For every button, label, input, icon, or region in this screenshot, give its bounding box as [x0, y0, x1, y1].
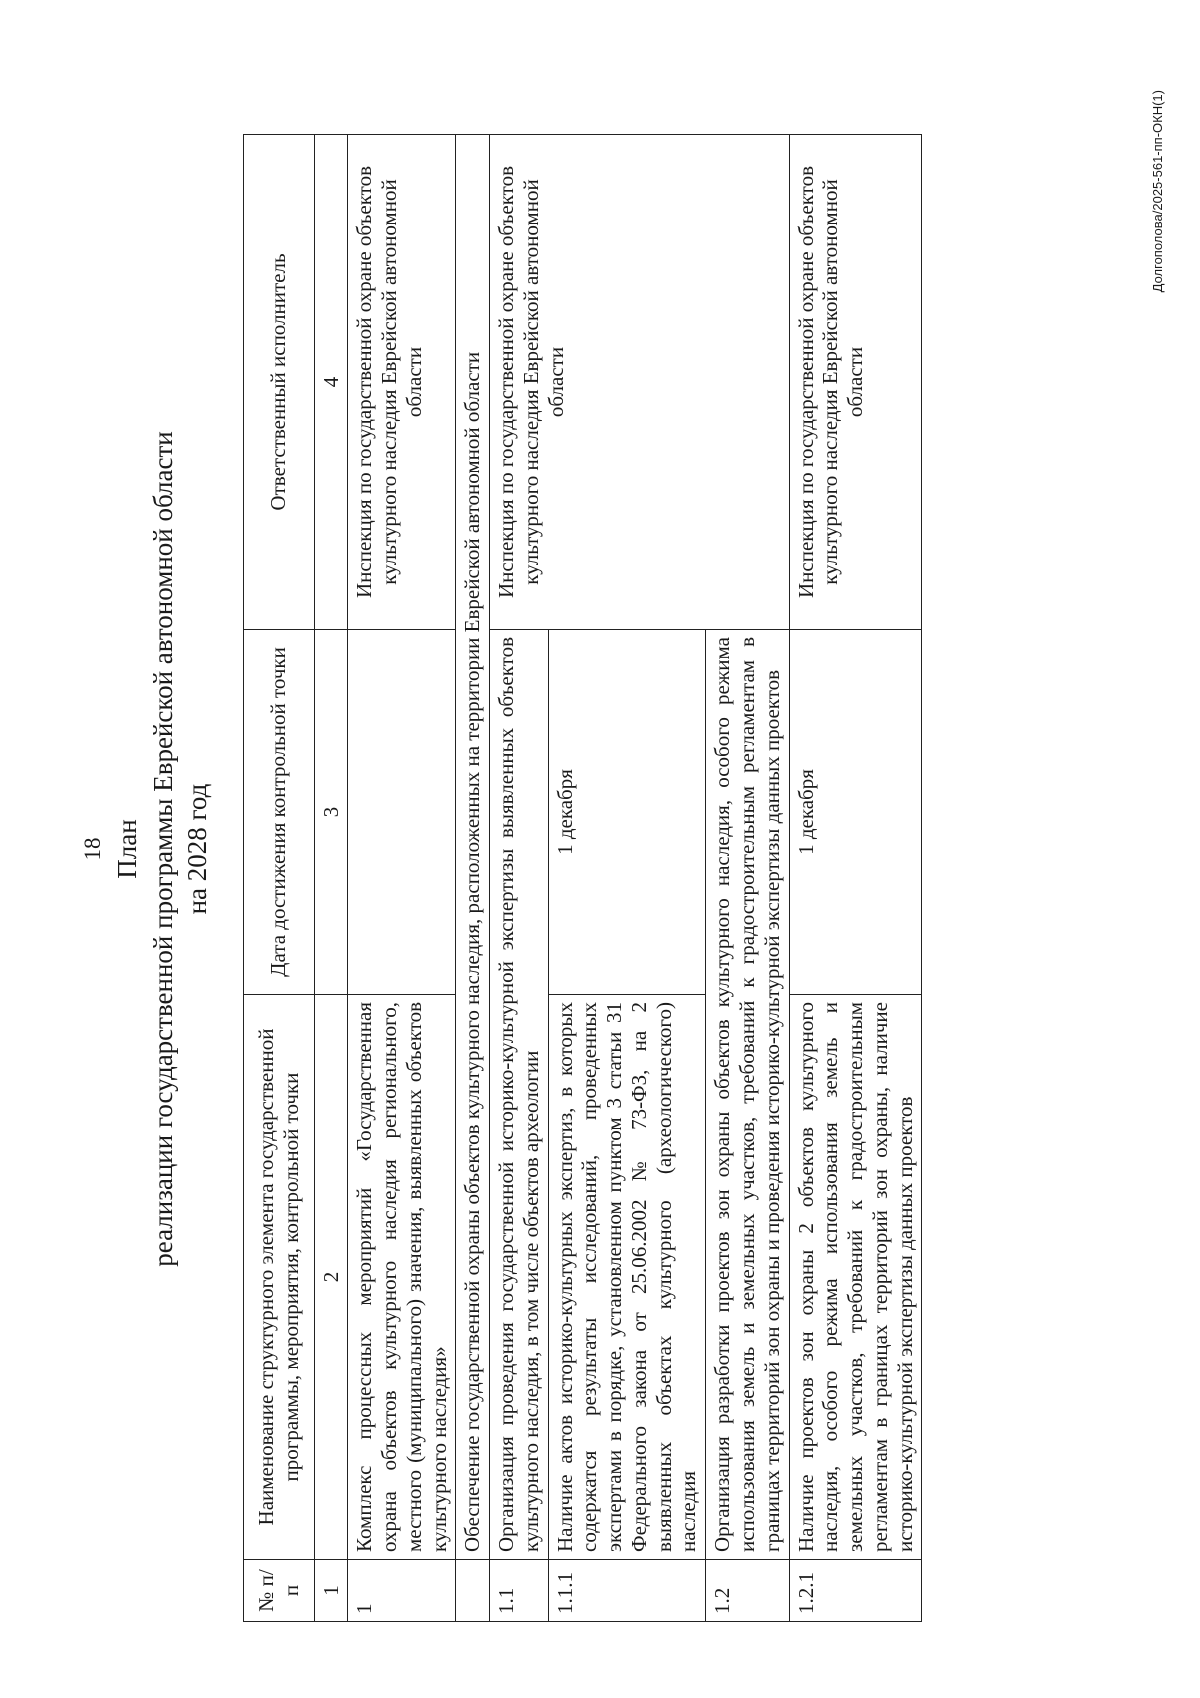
header-executor: Ответственный исполнитель [244, 135, 315, 630]
index-cell: 2 [314, 995, 348, 1560]
row-number: 1.2.1 [789, 1560, 922, 1622]
row-name: Организация разработки проектов зон охраны объектов культурного наследия, особого режима использования земель и земельных участков, требований к градостроительным регламентам в границах территорий зон охраны и проведения историко-культурной экспертизы данных проектов [706, 630, 789, 1560]
table-index-row [314, 135, 348, 1622]
table-row-span [456, 135, 490, 1622]
plan-year: на 2028 год [182, 783, 212, 915]
row-number [456, 1560, 490, 1622]
row-number: 1.1 [490, 1560, 549, 1622]
table-row [789, 135, 922, 1622]
header-name: Наименование структурного элемента государственной программы, мероприятия, контрольной точки [244, 995, 315, 1560]
index-cell: 3 [314, 630, 348, 995]
row-name: Наличие проектов зон охраны 2 объектов культурного наследия, особого режима использования земель и земельных участков, требований к градостроительным регламентам в границах территорий зон охраны, наличие историко-культурной экспертизы данных проектов [789, 995, 922, 1560]
row-executor: Инспекция по государственной охране объектов культурного наследия Еврейской автономной области [490, 135, 789, 630]
header-number: № п/п [244, 1560, 315, 1622]
document-code: Долгополова/2025-561-пп-ОКН(1) [1150, 90, 1165, 293]
index-cell: 1 [314, 1560, 348, 1622]
table-header-row [244, 135, 315, 1622]
row-name: Комплекс процессных мероприятий «Государственная охрана объектов культурного наследия регионального, местного (муниципального) значения, выявленных объектов культурного наследия» [348, 995, 456, 1560]
row-executor: Инспекция по государственной охране объектов культурного наследия Еврейской автономной области [789, 135, 922, 630]
row-number: 1.1.1 [548, 1560, 706, 1622]
plan-title: План [112, 819, 142, 879]
header-date: Дата достижения контрольной точки [244, 630, 315, 995]
page-number: 18 [80, 837, 105, 861]
row-date: 1 декабря [789, 630, 922, 995]
row-name: Наличие актов историко-культурных экспертиз, в которых содержатся результаты исследований, проведенных экспертами в порядке, установленном пунктом 3 статьи 31 Федерального закона от 25.06.2002 № 73-ФЗ, на 2 выявленных объектах культурного (археологического) наследия [548, 995, 706, 1560]
row-number: 1 [348, 1560, 456, 1622]
table-row [348, 135, 456, 1622]
row-date: 1 декабря [548, 630, 706, 995]
row-span-text: Обеспечение государственной охраны объектов культурного наследия, расположенных на территории Еврейской автономной области [456, 135, 490, 1560]
row-executor: Инспекция по государственной охране объектов культурного наследия Еврейской автономной области [348, 135, 456, 630]
table-row [490, 135, 549, 1622]
row-name: Организация проведения государственной историко-культурной экспертизы выявленных объектов культурного наследия, в том числе объектов археологии [490, 630, 549, 1560]
plan-subtitle: реализации государственной программы Еврейской автономной области [148, 431, 178, 1267]
index-cell: 4 [314, 135, 348, 630]
row-number: 1.2 [706, 1560, 789, 1622]
row-date [348, 630, 456, 995]
plan-table [243, 134, 922, 1622]
